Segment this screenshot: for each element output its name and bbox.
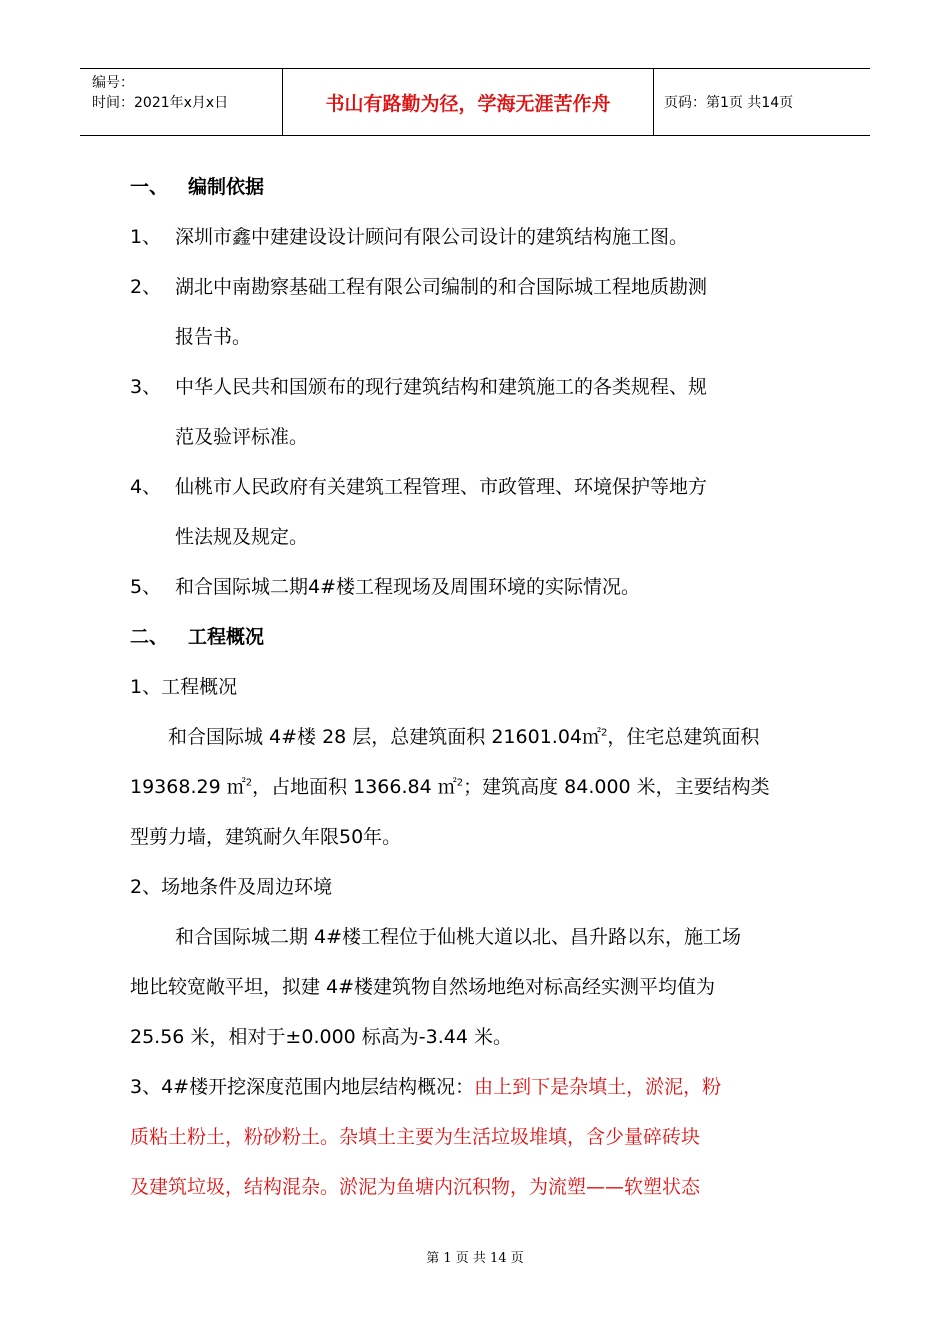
time-label: 时间：2021年x月x日 xyxy=(92,95,229,111)
code-label: 编号： xyxy=(92,75,134,91)
overview-line-3: 型剪力墙，建筑耐久年限50年。 xyxy=(130,826,402,848)
strata-line-1: 3、4#楼开挖深度范围内地层结构概况：由上到下是杂填土，淤泥，粉 xyxy=(130,1076,722,1098)
overview-line-1: 和合国际城 4#楼 28 层，总建筑面积 21601.04㎡$^2$，住宅总建筑面积 xyxy=(168,726,760,748)
site-line-3: 25.56 米，相对于±0.000 标高为-3.44 米。 xyxy=(130,1026,512,1048)
strata-line-2: 质粘土粉土，粉砂粉土。杂填土主要为生活垃圾堆填，含少量碎砖块 xyxy=(130,1126,701,1148)
basis-item-3-cont: 范及验评标准。 xyxy=(175,426,309,448)
overview-line-2: 19368.29 ㎡$^2$，占地面积 1366.84 ㎡$^2$；建筑高度 84.000 米，主要结构类 xyxy=(130,776,770,798)
basis-item-3: 3、 中华人民共和国颁布的现行建筑结构和建筑施工的各类规程、规 xyxy=(130,376,708,398)
header-motto: 书山有路勤为径，学海无涯苦作舟 xyxy=(282,69,654,135)
section-heading-1: 一、 编制依据 xyxy=(130,176,265,198)
site-line-1: 和合国际城二期 4#楼工程位于仙桃大道以北、昌升路以东，施工场 xyxy=(175,926,742,948)
basis-item-2: 2、 湖北中南勘察基础工程有限公司编制的和合国际城工程地质勘测 xyxy=(130,276,708,298)
site-line-2: 地比较宽敞平坦，拟建 4#楼建筑物自然场地绝对标高经实测平均值为 xyxy=(130,976,716,998)
basis-item-4: 4、 仙桃市人民政府有关建筑工程管理、市政管理、环境保护等地方 xyxy=(130,476,708,498)
strata-line-3: 及建筑垃圾，结构混杂。淤泥为鱼塘内沉积物，为流塑——软塑状态 xyxy=(130,1176,701,1198)
header-meta xyxy=(80,69,282,135)
basis-item-4-cont: 性法规及规定。 xyxy=(175,526,309,548)
header-page-number: 页码：第1页 共14页 xyxy=(664,95,794,111)
basis-item-2-cont: 报告书。 xyxy=(175,326,252,348)
page-header xyxy=(80,68,870,136)
basis-item-1: 1、 深圳市鑫中建建设设计顾问有限公司设计的建筑结构施工图。 xyxy=(130,226,689,248)
page-footer: 第 1 页 共 14 页 xyxy=(426,1251,524,1266)
subheading-site: 2、场地条件及周边环境 xyxy=(130,876,333,898)
subheading-overview: 1、工程概况 xyxy=(130,676,238,698)
basis-item-5: 5、 和合国际城二期4#楼工程现场及周围环境的实际情况。 xyxy=(130,576,641,598)
section-heading-2: 二、 工程概况 xyxy=(130,626,265,648)
